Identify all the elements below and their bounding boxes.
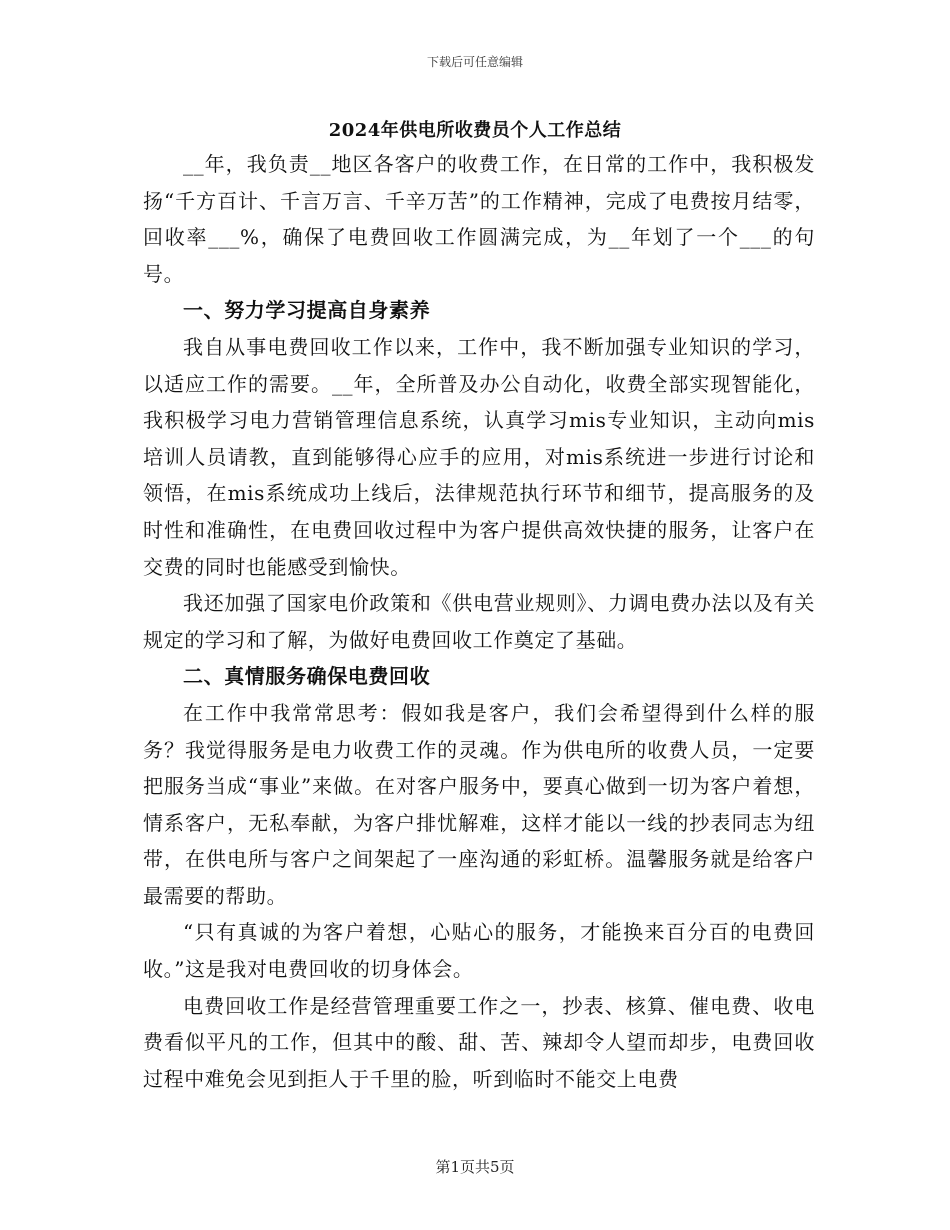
paragraph-intro: __年，我负责__地区各客户的收费工作，在日常的工作中，我积极发扬“千方百计、千言万言、千辛万苦”的工作精神，完成了电费按月结零，回收率___%，确保了电费回收工作圆满完成，为__年划了一个___的句号。	[143, 152, 815, 286]
header-note: 下载后可任意编辑	[426, 55, 523, 69]
document-title: 2024年供电所收费员个人工作总结	[328, 120, 622, 141]
paragraph-study: 我自从事电费回收工作以来，工作中，我不断加强专业知识的学习，以适应工作的需要。__年，全所普及办公自动化，收费全部实现智能化，我积极学习电力营销管理信息系统，认真学习mis专业知识，主动向mis培训人员请教，直到能够得心应手的应用，对mis系统进一步进行讨论和领悟，在mis系统成功上线后，法律规范执行环节和细节，提高服务的及时性和准确性，在电费回收过程中为客户提供高效快捷的服务，让客户在交费的同时也能感受到愉快。	[143, 334, 815, 579]
paragraph-policy: 我还加强了国家电价政策和《供电营业规则》、力调电费办法以及有关规定的学习和了解，为做好电费回收工作奠定了基础。	[143, 591, 815, 652]
paragraph-collection: 电费回收工作是经营管理重要工作之一，抄表、核算、催电费、收电费看似平凡的工作，但其中的酸、甜、苦、辣却令人望而却步，电费回收过程中难免会见到拒人于千里的脸，听到临时不能交上电费	[143, 993, 815, 1091]
section-heading-2: 二、真情服务确保电费回收	[183, 664, 431, 689]
paragraph-service: 在工作中我常常思考：假如我是客户，我们会希望得到什么样的服务？我觉得服务是电力收费工作的灵魂。作为供电所的收费人员，一定要把服务当成“事业”来做。在对客户服务中，要真心做到一切为客户着想，情系客户，无私奉献，为客户排忧解难，这样才能以一线的抄表同志为纽带，在供电所与客户之间架起了一座沟通的彩虹桥。温馨服务就是给客户最需要的帮助。	[143, 700, 815, 908]
section-heading-1: 一、努力学习提高自身素养	[183, 298, 431, 323]
page-footer: 第1页共5页	[435, 1158, 515, 1176]
paragraph-quote: “只有真诚的为客户着想，心贴心的服务，才能换来百分百的电费回收。”这是我对电费回收的切身体会。	[143, 920, 815, 982]
document-body	[143, 146, 815, 1097]
